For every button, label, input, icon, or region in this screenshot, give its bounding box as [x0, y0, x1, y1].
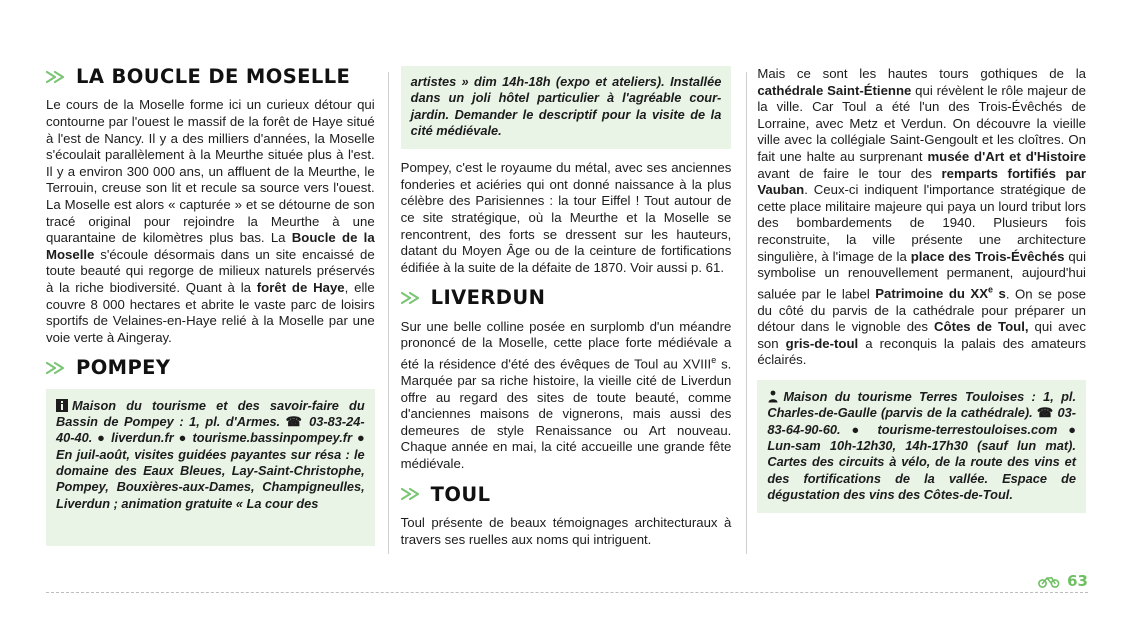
heading-pompey: [46, 357, 375, 378]
infobox-pompey: [46, 389, 375, 546]
heading-toul: [401, 484, 732, 505]
infobox-toul-text: Maison du tourisme Terres Touloises : 1, pl. Charles-de-Gaulle (parvis de la cathédrale). ☎ 03-83-64-90-60. ● tourisme-terrestouloises.com ● Lun-sam 10h-12h30, 14h-17h30 (sauf lun mat). Cartes des circuits à vélo, de la route des vins et des fortifications de la vallée. Espace de dégustation des vins des Côtes-de-Toul.: [767, 389, 1076, 502]
paragraph-liverdun: Sur une belle colline posée en surplomb d'un méandre prononcé de la Moselle, cette place forte médiévale a été la résidence d'été des évêques de Toul au XVIIIe s. Marquée par sa riche histoire, la vieille cité de Liverdun offre au regard des sites de toute beauté, comme d'anciennes maisons de vignerons, mais aussi des demeures de style Renaissance ou Art nouveau. Chaque année en mai, la cité accueille une grande fête médiévale.: [400, 318, 732, 471]
heading-text: LA BOUCLE DE MOSELLE: [76, 65, 351, 88]
paragraph-toul-continued: Mais ce sont les hautes tours gothiques de la cathédrale Saint-Étienne qui révèlent le rôle majeur de la ville. Car Toul a été l'un des Trois-Évêchés de Lorraine, avec Metz et Verdun. On découvre la vieille ville avec la collégiale Saint-Gengoult et les cloîtres. On fait une halte au surprenant musée d'Art et d'Histoire avant de faire le tour des remparts fortifiés par Vauban. Ceux-ci indiquent l'importance stratégique de cette place militaire majeure qui paya un lourd tribut lors des bombardements de 1940. Plusieurs fois reconstruite, la ville présente une architecture singulière, à l'image de la place des Trois-Évêchés qui symbolise un renouvellement permanent, aujourd'hui saluée par le label Patrimoine du XXe s. On se pose du côté du parvis de la cathédrale pour préparer un détour dans le vignoble des Côtes de Toul, qui avec son gris-de-toul a reconquis la palais des amateurs éclairés.: [757, 66, 1087, 368]
heading-text: LIVERDUN: [430, 286, 546, 310]
paragraph-pompey: Pompey, c'est le royaume du métal, avec ses anciennes fonderies et aciéries qui ont donné naissance à la plus célèbre des Parisiennes : la tour Eiffel ! Tout autour de ce site stratégique, où la Meurthe et la Moselle se rencontrent, des forts se dressent sur les hauteurs, datant du Moyen Âge ou de la ceinture de fortifications édifiée à la suite de la défaite de 1870. Voir aussi p. 61.: [400, 160, 732, 275]
info-person-icon: [767, 390, 779, 403]
paragraph-toul: Toul présente de beaux témoignages architecturaux à travers ses ruelles aux noms qui intriguent.: [400, 514, 732, 547]
column-2: [401, 66, 732, 559]
infobox-pompey-continued-text: artistes » dim 14h-18h (expo et ateliers). Installée dans un joli hôtel particulier à l'agréable cour-jardin. Demander le descriptif pour la visite de la cité médiévale.: [410, 74, 722, 138]
double-chevron-icon: [46, 70, 68, 84]
heading-text: POMPEY: [76, 356, 171, 380]
page-number: 63: [1067, 572, 1088, 590]
double-chevron-icon: [401, 291, 423, 305]
bicycle-icon: [1038, 574, 1060, 588]
heading-text: TOUL: [430, 482, 491, 506]
double-chevron-icon: [46, 361, 68, 375]
info-icon: [56, 399, 68, 412]
infobox-toul: [757, 380, 1086, 513]
column-3: [757, 66, 1086, 559]
infobox-pompey-continued: [401, 66, 732, 149]
infobox-pompey-text: Maison du tourisme et des savoir-faire du Bassin de Pompey : 1, pl. d'Armes. ☎ 03-83-24-40-40. ● liverdun.fr ● tourisme.bassinpompey.fr ● En juil-août, visites guidées payantes sur résa : le domaine des Eaux Bleues, Lay-Saint-Christophe, Pompey, Bouxières-aux-Dames, Champigneulles, Liverdun ; animation gratuite « La cour des: [56, 397, 365, 511]
page-columns: [46, 66, 1086, 559]
double-chevron-icon: [401, 487, 423, 501]
footer-divider: [46, 592, 1088, 593]
heading-liverdun: [401, 287, 732, 308]
page-number-block: [1038, 572, 1088, 590]
paragraph-boucle-moselle: Le cours de la Moselle forme ici un curieux détour qui contourne par l'ouest le massif de la forêt de Haye situé à l'est de Nancy. Il y a des milliers d'années, la Moselle s'écoulait parallèlement à la Meurthe située plus à l'est. Il y a environ 300 000 ans, un affluent de la Meurthe, le Terrouin, creuse son lit et recule sa source vers l'ouest. La Moselle est alors « capturée » et se détourne de son tracé original pour rejoindre la Meurthe à une quarantaine de kilomètres plus bas. La Boucle de la Moselle s'écoule désormais dans un site encaissé de toute beauté qui regorge de milieux naturels préservés à la riche biodiversité. Quant à la forêt de Haye, elle couvre 8 000 hectares et abrite le vaste parc de loisirs sportifs de Velaines-en-Haye relié à la Moselle par une voie verte à Aingeray.: [46, 97, 375, 345]
column-1: [46, 66, 375, 559]
heading-la-boucle-de-moselle: [46, 66, 375, 87]
